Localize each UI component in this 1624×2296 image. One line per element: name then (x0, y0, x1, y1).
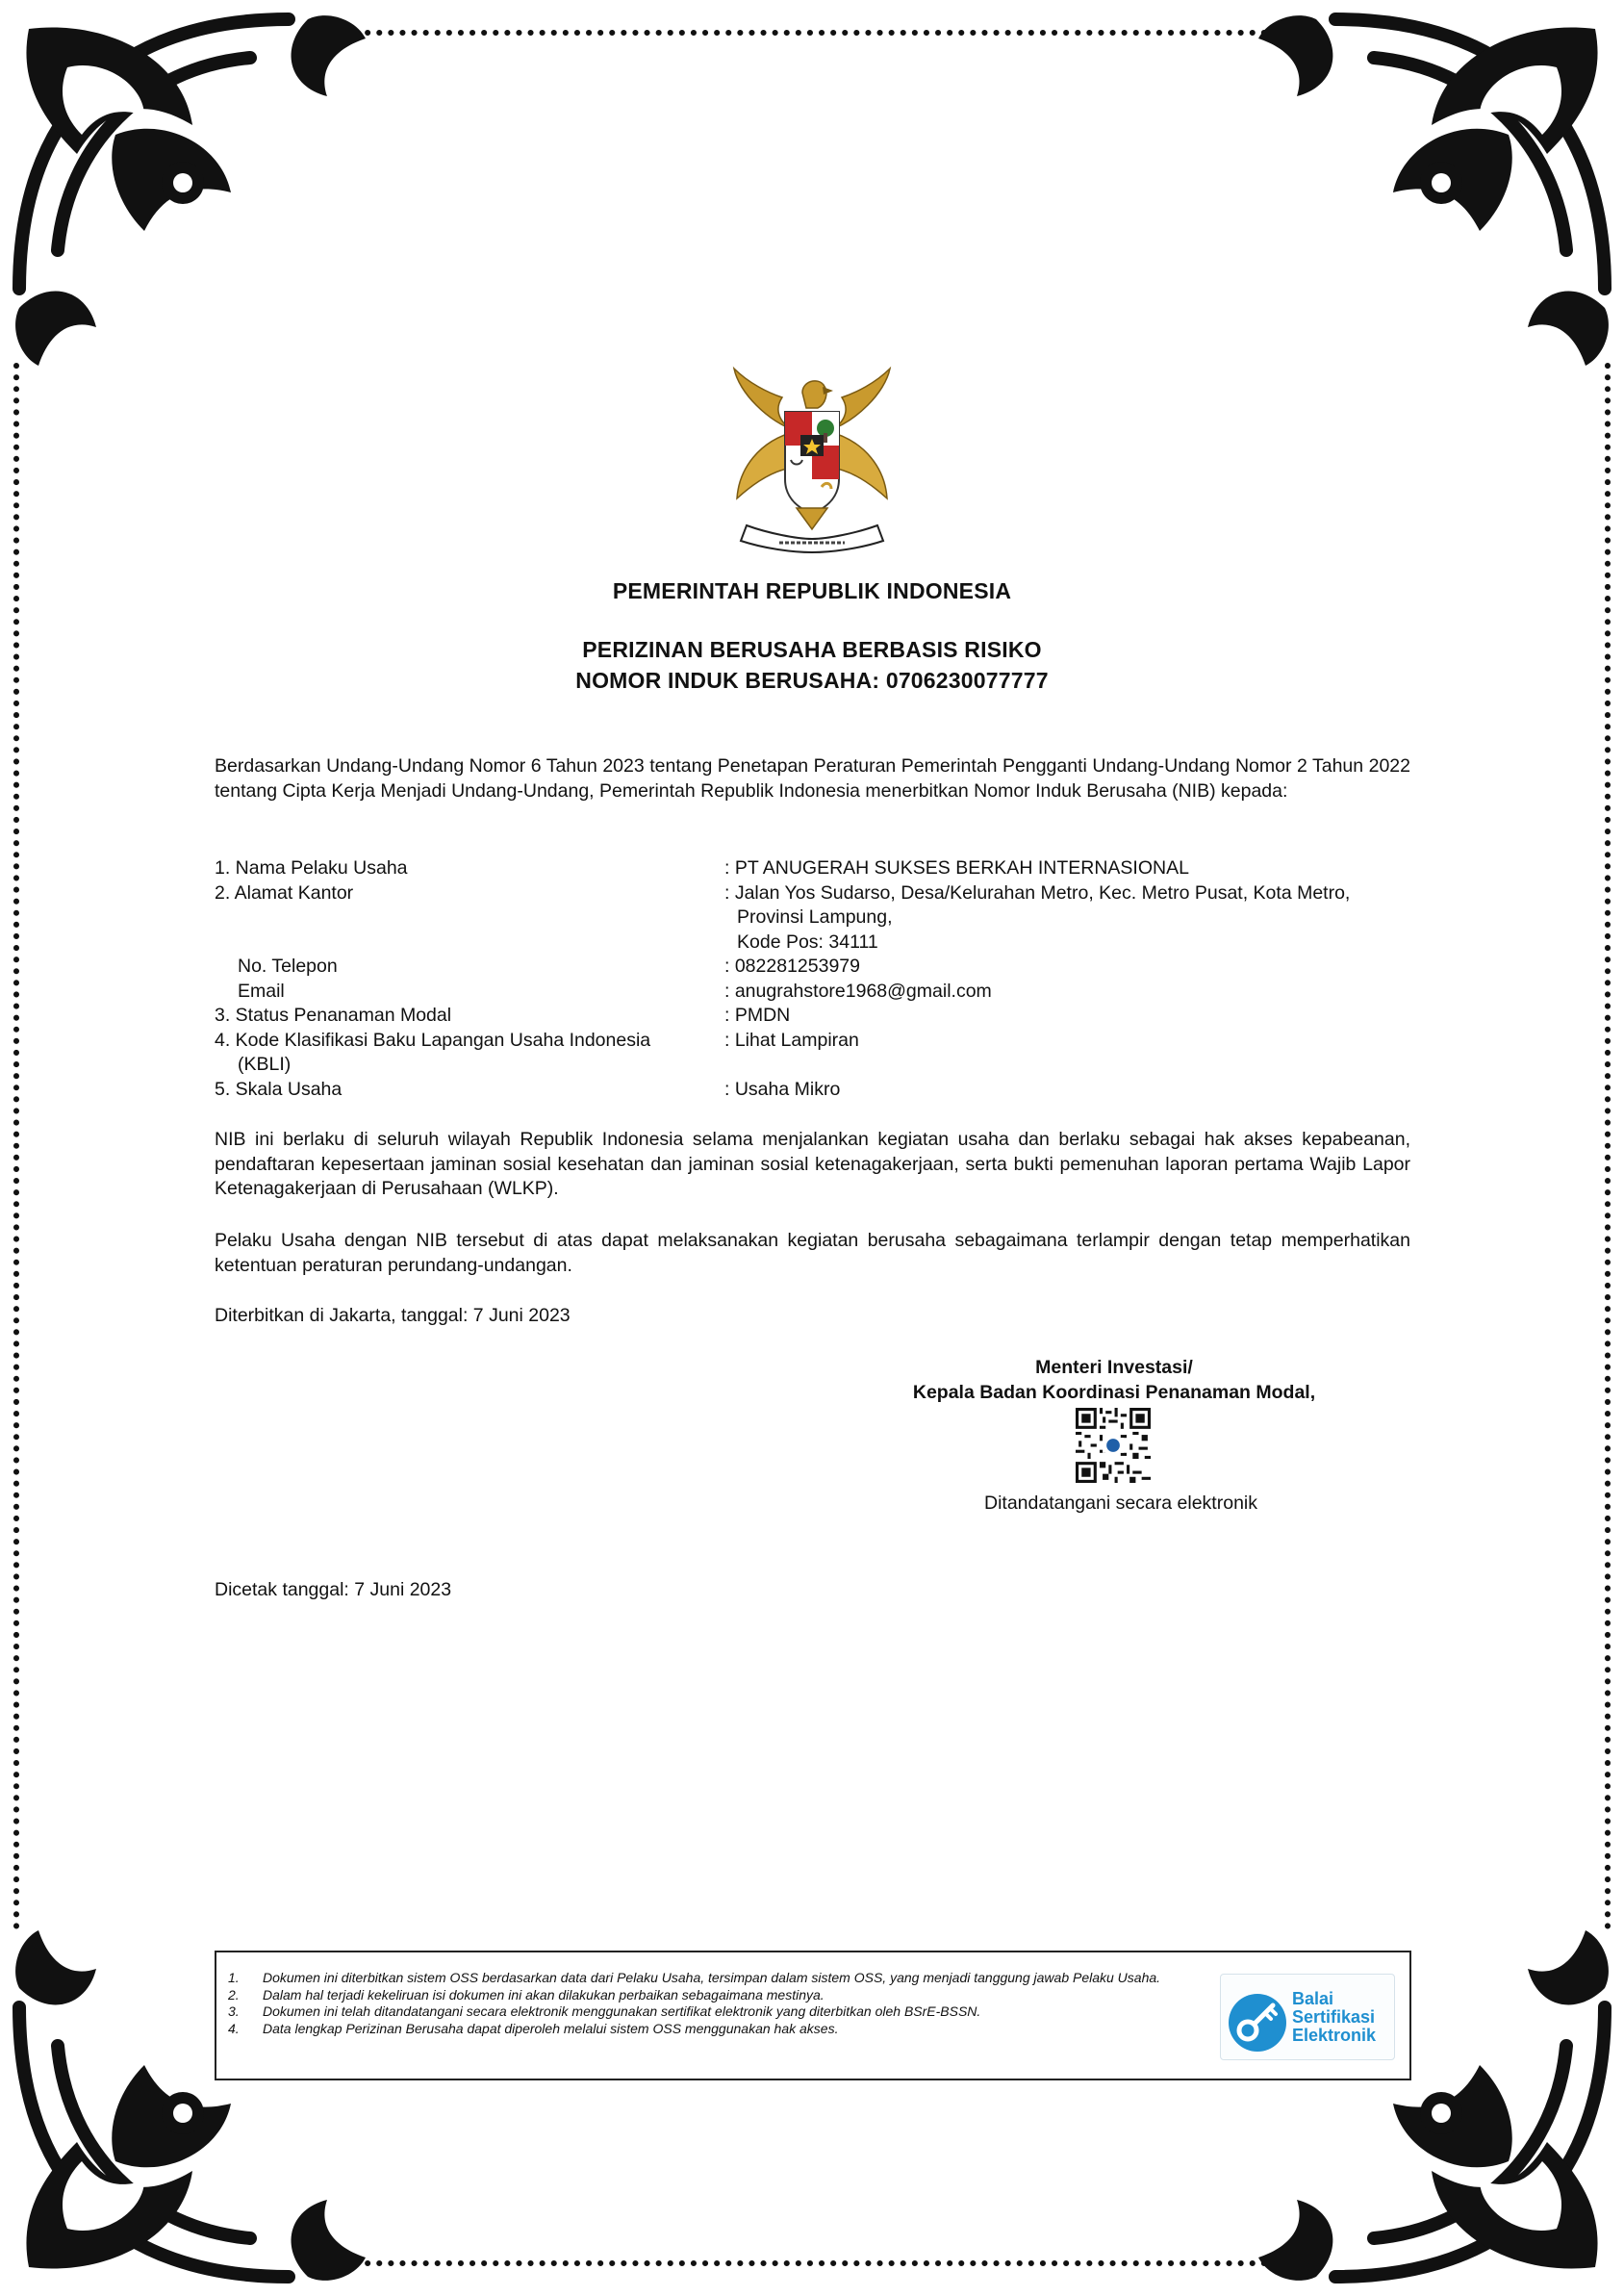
signer-title-line-1: Menteri Investasi/ (1035, 1357, 1193, 1378)
bsre-line-3: Elektronik (1292, 2026, 1377, 2045)
corner-ornament-top-left (15, 15, 366, 366)
note-number: 3. (228, 2003, 240, 2019)
note-number: 1. (228, 1970, 240, 1985)
field-value: : Lihat Lampiran (724, 1029, 859, 1051)
note-number: 2. (228, 1986, 240, 2003)
validity-paragraph: NIB ini berlaku di seluruh wilayah Republik Indonesia selama menjalankan kegiatan usaha dan berlaku sebagai hak akses kepabeanan, pendaftaran kepesertaan jaminan sosial kesehatan dan jaminan sosial ketenagakerjaan, serta bukti pemenuhan laporan pertama Wajib Lapor Ketenagakerjaan di Perusahaan (WLKP). (215, 1129, 1410, 1199)
nib-number-heading: NOMOR INDUK BERUSAHA: 0706230077777 (575, 668, 1049, 693)
address-line-3: Kode Pos: 34111 (737, 931, 878, 953)
field-row-investment (215, 1004, 1410, 1029)
field-label: 5. Skala Usaha (215, 1078, 343, 1100)
field-row-email (215, 980, 1410, 1005)
note-number: 4. (228, 2020, 240, 2036)
note-text: Dalam hal terjadi kekeliruan isi dokumen ini akan dilakukan perbaikan sebagaimana mestinya. (263, 1986, 825, 2003)
kbli-label-line-1: 4. Kode Klasifikasi Baku Lapangan Usaha Indonesia (215, 1029, 651, 1051)
field-label: No. Telepon (238, 956, 338, 977)
address-line-1: : Jalan Yos Sudarso, Desa/Kelurahan Metro, Kec. Metro Pusat, Kota Metro, (724, 881, 1351, 904)
field-row-scale (215, 1078, 1410, 1103)
field-row-name (215, 856, 1410, 881)
garuda-pancasila-emblem-icon (729, 364, 895, 554)
note-item (228, 1970, 1214, 1987)
electronic-signature-note: Ditandatangani secara elektronik (983, 1492, 1257, 1514)
field-value (724, 881, 1410, 956)
issued-date: Diterbitkan di Jakarta, tanggal: 7 Juni 2023 (215, 1305, 571, 1326)
note-item (228, 2021, 1214, 2038)
note-text: Data lengkap Perizinan Berusaha dapat diperoleh melalui sistem OSS menggunakan hak akses. (263, 2020, 839, 2036)
field-label: 1. Nama Pelaku Usaha (215, 857, 408, 879)
address-line-2: Provinsi Lampung, (737, 906, 893, 928)
signer-title-line-2: Kepala Badan Koordinasi Penanaman Modal, (912, 1382, 1316, 1403)
note-text: Dokumen ini telah ditandatangani secara elektronik menggunakan sertifikat elektronik yang diterbitkan oleh BSrE-BSSN. (263, 2003, 981, 2019)
field-row-phone (215, 955, 1410, 980)
bsre-logo (1220, 1974, 1395, 2060)
field-label: Email (238, 980, 285, 1002)
bsre-key-icon (1227, 1992, 1288, 2054)
field-label: 3. Status Penanaman Modal (215, 1005, 452, 1026)
compliance-paragraph: Pelaku Usaha dengan NIB tersebut di atas dapat melaksanakan kegiatan berusaha sebagaimana terlampir dengan tetap memperhatikan ketentuan peraturan perundang-undangan. (215, 1230, 1410, 1276)
intro-paragraph: Berdasarkan Undang-Undang Nomor 6 Tahun 2023 tentang Penetapan Peraturan Pemerintah Pengganti Undang-Undang Nomor 2 Tahun 2022 tentang Cipta Kerja Menjadi Undang-Undang, Pemerintah Republik Indonesia menerbitkan Nomor Induk Berusaha (NIB) kepada: (215, 755, 1410, 802)
signature-qr-code-icon (1076, 1408, 1151, 1483)
field-label: 2. Alamat Kantor (215, 881, 354, 904)
field-value: : PT ANUGERAH SUKSES BERKAH INTERNASIONAL (724, 857, 1189, 879)
bsre-line-1: Balai (1292, 1989, 1334, 2008)
permit-title: PERIZINAN BERUSAHA BERBASIS RISIKO (582, 637, 1042, 662)
bsre-line-2: Sertifikasi (1292, 2007, 1376, 2027)
notes-list (228, 1970, 1214, 2037)
printed-date: Dicetak tanggal: 7 Juni 2023 (215, 1579, 452, 1600)
field-value: : Usaha Mikro (724, 1078, 841, 1100)
field-value: : PMDN (724, 1005, 791, 1026)
note-item (228, 2003, 1214, 2021)
field-row-kbli (215, 1029, 1410, 1078)
notes-box (215, 1951, 1411, 2080)
note-text: Dokumen ini diterbitkan sistem OSS berdasarkan data dari Pelaku Usaha, tersimpan dalam sistem OSS, yang menjadi tanggung jawab Pelaku Usaha. (263, 1970, 1161, 1985)
field-value: : 082281253979 (724, 956, 860, 977)
field-value: : anugrahstore1968@gmail.com (724, 980, 992, 1002)
government-heading: PEMERINTAH REPUBLIK INDONESIA (612, 578, 1012, 603)
field-row-address (215, 881, 1410, 956)
bsre-logo-text (1292, 1990, 1392, 2045)
note-item (228, 1987, 1214, 2004)
kbli-label-line-2: (KBLI) (238, 1054, 292, 1075)
business-details (215, 856, 1410, 1102)
field-label (215, 1029, 724, 1078)
